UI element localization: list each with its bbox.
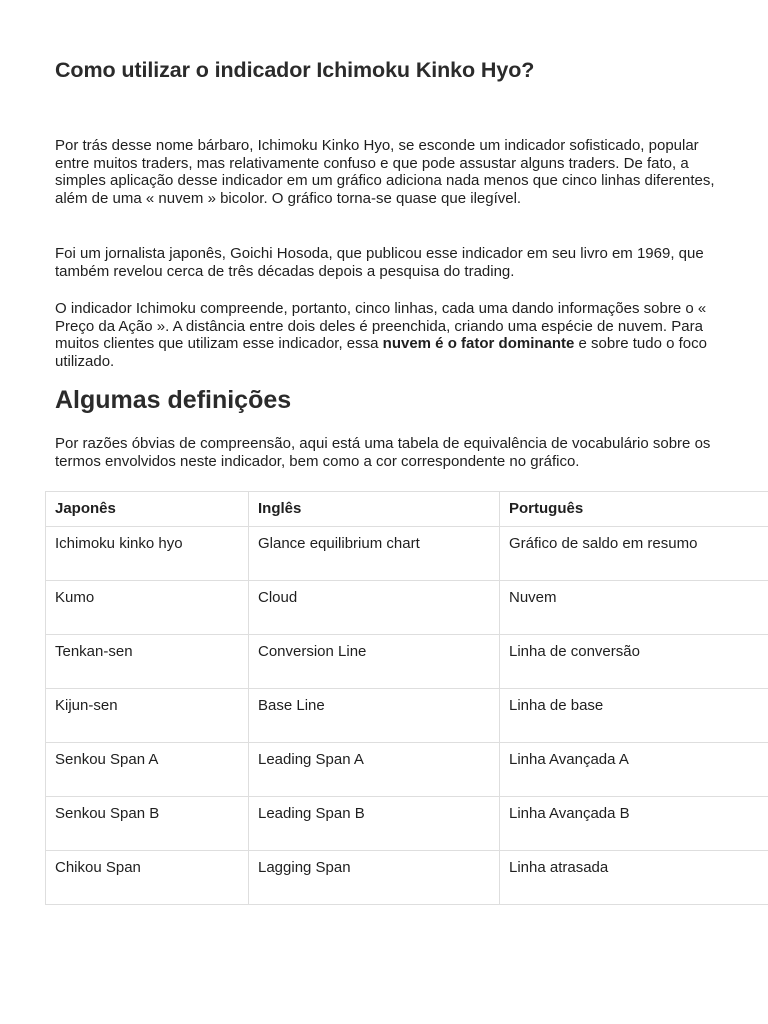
header-english: Inglês [249, 492, 500, 527]
table-row [46, 527, 768, 581]
cell-portuguese: Linha atrasada [500, 851, 768, 905]
lines-paragraph-end: e sobre tudo o foco utilizado. [55, 335, 707, 370]
table-row [46, 689, 768, 743]
history-paragraph: Foi um jornalista japonês, Goichi Hosoda, que publicou esse indicador em seu livro em 1969, que também revelou cerca de três décadas depois a pesquisa do trading. [55, 245, 704, 280]
cell-portuguese: Nuvem [500, 581, 768, 635]
table-row [46, 581, 768, 635]
cell-portuguese: Linha Avançada B [500, 797, 768, 851]
cell-japanese: Kumo [46, 581, 249, 635]
cell-english: Leading Span A [249, 743, 500, 797]
header-portuguese: Português [500, 492, 768, 527]
lines-paragraph-start: O indicador Ichimoku compreende, portanto, cinco linhas, cada uma dando informações sobre o « Preço da Ação ». A distância entre dois deles é preenchida, criando uma espécie de nuvem. Para muitos clientes que utilizam esse indicador, essa [55, 300, 707, 353]
header-japanese: Japonês [46, 492, 249, 527]
cell-japanese: Senkou Span B [46, 797, 249, 851]
cell-english: Cloud [249, 581, 500, 635]
cell-portuguese: Linha Avançada A [500, 743, 768, 797]
table-row [46, 851, 768, 905]
cell-japanese: Senkou Span A [46, 743, 249, 797]
table-row [46, 743, 768, 797]
cell-portuguese: Linha de conversão [500, 635, 768, 689]
cell-english: Lagging Span [249, 851, 500, 905]
page-title: Como utilizar o indicador Ichimoku Kinko Hyo? [55, 58, 535, 82]
cell-english: Leading Span B [249, 797, 500, 851]
section-title: Algumas definições [55, 386, 292, 414]
lines-paragraph-emphasis: nuvem é o fator dominante [382, 335, 575, 353]
table-row [46, 797, 768, 851]
table-row [46, 635, 768, 689]
cell-japanese: Kijun-sen [46, 689, 249, 743]
cell-english: Conversion Line [249, 635, 500, 689]
cell-japanese: Tenkan-sen [46, 635, 249, 689]
vocabulary-table [45, 491, 768, 905]
cell-portuguese: Linha de base [500, 689, 768, 743]
lines-paragraph [55, 300, 735, 370]
cell-english: Base Line [249, 689, 500, 743]
cell-japanese: Ichimoku kinko hyo [46, 527, 249, 581]
intro-paragraph: Por trás desse nome bárbaro, Ichimoku Kinko Hyo, se esconde um indicador sofisticado, popular entre muitos traders, mas relativamente confuso e que pode assustar alguns traders. De fato, a simples aplicação desse indicador em um gráfico adiciona nada menos que cinco linhas diferentes, além de uma « nuvem » bicolor. O gráfico torna-se quase que ilegível. [55, 137, 715, 207]
cell-portuguese: Gráfico de saldo em resumo [500, 527, 768, 581]
cell-english: Glance equilibrium chart [249, 527, 500, 581]
table-intro-paragraph: Por razões óbvias de compreensão, aqui está uma tabela de equivalência de vocabulário sobre os termos envolvidos neste indicador, bem como a cor correspondente no gráfico. [55, 435, 711, 470]
cell-japanese: Chikou Span [46, 851, 249, 905]
table-header-row [46, 492, 768, 527]
